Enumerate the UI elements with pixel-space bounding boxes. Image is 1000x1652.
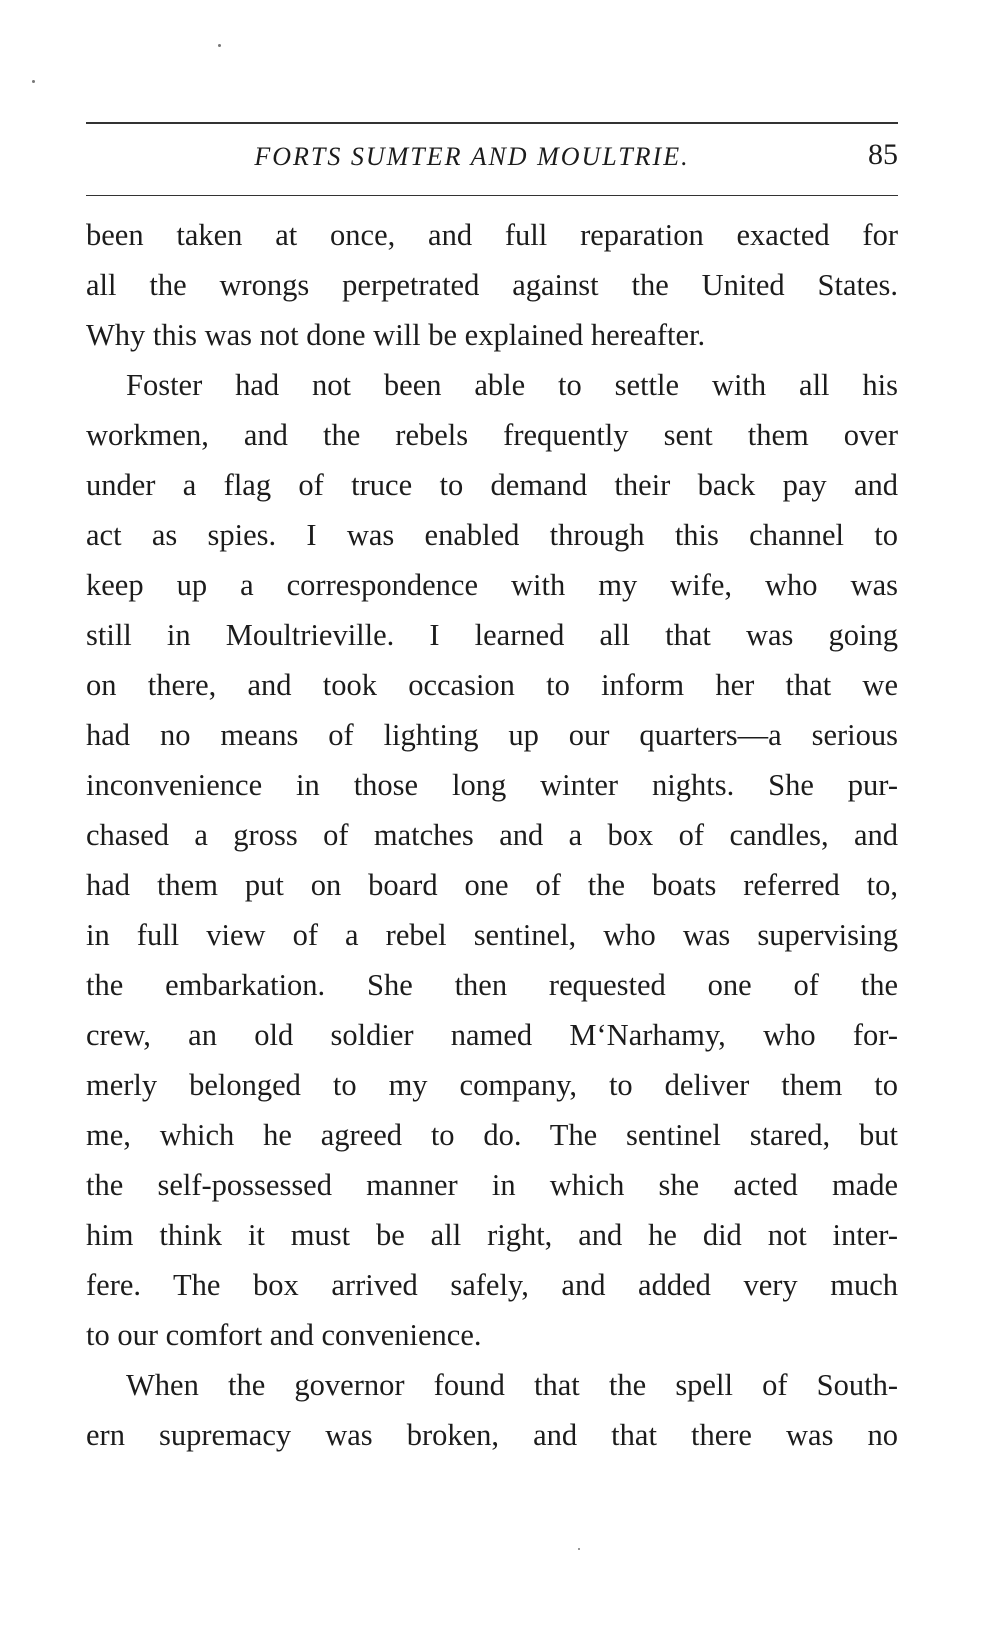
text-line: act as spies. I was enabled through this channel to [86, 518, 898, 552]
paper-speck [578, 1548, 580, 1550]
text-line: the embarkation. She then requested one of the [86, 968, 898, 1002]
text-line: been taken at once, and full reparation exacted for [86, 218, 898, 252]
paper-speck [218, 44, 221, 47]
paper-speck [32, 80, 35, 83]
text-line: to our comfort and convenience. [86, 1318, 482, 1352]
paragraph [86, 210, 898, 360]
text-line: merly belonged to my company, to deliver them to [86, 1068, 898, 1102]
text-line: fere. The box arrived safely, and added very much [86, 1268, 898, 1302]
text-line: the self-possessed manner in which she acted made [86, 1168, 898, 1202]
running-head [86, 134, 898, 184]
text-line: me, which he agreed to do. The sentinel stared, but [86, 1118, 898, 1152]
page-number: 85 [868, 138, 898, 171]
text-line: had them put on board one of the boats referred to, [86, 868, 898, 902]
text-line: Why this was not done will be explained hereafter. [86, 318, 706, 352]
text-line: all the wrongs perpetrated against the United States. [86, 268, 898, 302]
text-line: keep up a correspondence with my wife, who was [86, 568, 898, 602]
header-rule-bottom [86, 195, 898, 196]
text-line: When the governor found that the spell of South- [126, 1368, 898, 1402]
text-line: inconvenience in those long winter nights. She pur- [86, 768, 898, 802]
text-line: crew, an old soldier named M‘Narhamy, who for- [86, 1018, 898, 1052]
text-line: him think it must be all right, and he did not inter- [86, 1218, 898, 1252]
paragraph [86, 1360, 898, 1460]
text-line: had no means of lighting up our quarters—a serious [86, 718, 898, 752]
text-line: under a flag of truce to demand their back pay and [86, 468, 898, 502]
body-text [86, 210, 898, 1460]
text-line: chased a gross of matches and a box of candles, and [86, 818, 898, 852]
paragraph [86, 360, 898, 1360]
header-rule-top [86, 122, 898, 124]
text-line: in full view of a rebel sentinel, who was supervising [86, 918, 898, 952]
text-line: Foster had not been able to settle with all his [126, 368, 898, 402]
text-line: still in Moultrieville. I learned all that was going [86, 618, 898, 652]
text-line: workmen, and the rebels frequently sent them over [86, 418, 898, 452]
text-line: ern supremacy was broken, and that there was no [86, 1418, 898, 1452]
running-title: FORTS SUMTER AND MOULTRIE. [254, 142, 690, 171]
text-line: on there, and took occasion to inform her that we [86, 668, 898, 702]
